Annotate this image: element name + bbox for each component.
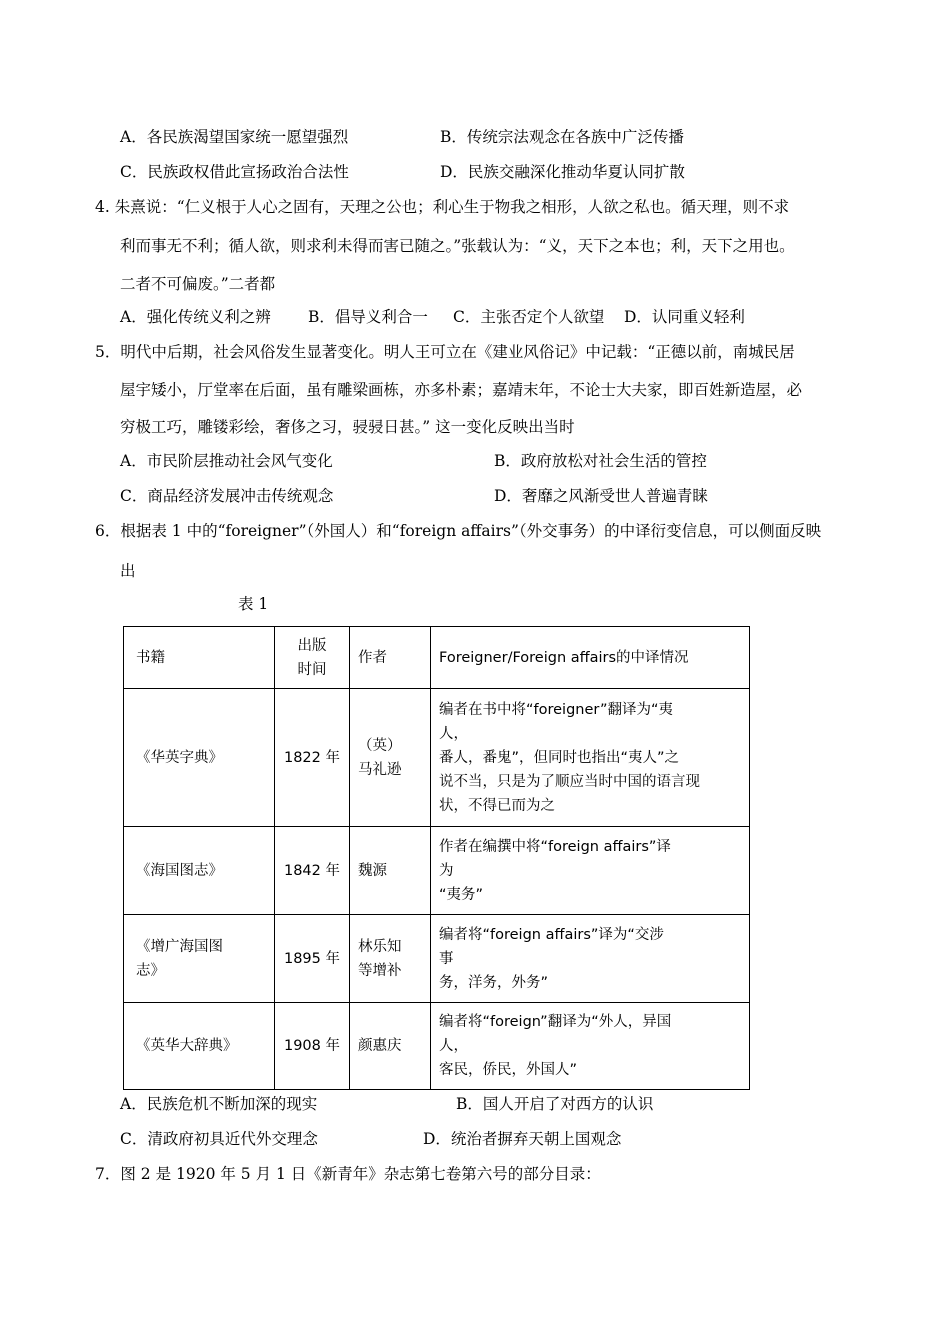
table-caption: 表 1 — [238, 595, 269, 613]
q5-option-d: D．奢靡之风渐受世人普遍青睐 — [494, 487, 708, 505]
q5-option-a: A．市民阶层推动社会风气变化 — [120, 452, 333, 470]
cell-author: 颜惠庆 — [350, 1003, 431, 1090]
header-author: 作者 — [350, 627, 431, 689]
header-book: 书籍 — [124, 627, 275, 689]
q4-stem-line-1: 4. 朱熹说：“仁义根于人心之固有，天理之公也；利心生于物我之相形，人欲之私也。循天理，则不求 — [95, 198, 790, 216]
header-year: 出版 时间 — [275, 627, 350, 689]
table-row — [124, 689, 750, 827]
q5-stem-line-3: 穷极工巧，雕镂彩绘，奢侈之习，骎骎日甚。” 这一变化反映出当时 — [120, 418, 575, 436]
q4-stem-line-3: 二者不可偏废。”二者都 — [120, 275, 276, 293]
cell-book: 《华英字典》 — [124, 689, 275, 827]
q3-option-a: A．各民族渴望国家统一愿望强烈 — [120, 128, 349, 146]
q4-stem-line-2: 利而事无不利；循人欲，则求利未得而害已随之。”张载认为：“义，天下之本也；利，天下之用也。 — [120, 237, 795, 255]
q6-stem-line-2: 出 — [120, 562, 136, 580]
cell-book: 《增广海国图 志》 — [124, 915, 275, 1003]
cell-author: 林乐知 等增补 — [350, 915, 431, 1003]
q4-option-c: C．主张否定个人欲望 — [453, 308, 605, 326]
cell-year: 1908 年 — [275, 1003, 350, 1090]
q6-option-b: B．国人开启了对西方的认识 — [456, 1095, 654, 1113]
cell-author: 魏源 — [350, 827, 431, 915]
cell-year: 1895 年 — [275, 915, 350, 1003]
q5-option-b: B．政府放松对社会生活的管控 — [494, 452, 707, 470]
cell-author: （英） 马礼逊 — [350, 689, 431, 827]
q6-option-c: C．清政府初具近代外交理念 — [120, 1130, 318, 1148]
q3-option-c: C．民族政权借此宣扬政治合法性 — [120, 163, 349, 181]
table-header-row — [124, 627, 750, 689]
q5-stem-line-1: 5．明代中后期，社会风俗发生显著变化。明人王可立在《建业风俗记》中记载：“正德以前，南城民居 — [95, 343, 795, 361]
cell-book: 《英华大辞典》 — [124, 1003, 275, 1090]
q4-option-a: A．强化传统义利之辨 — [120, 308, 271, 326]
cell-year: 1822 年 — [275, 689, 350, 827]
table-row — [124, 827, 750, 915]
q5-stem-line-2: 屋宇矮小，厅堂率在后面，虽有雕梁画栋，亦多朴素；嘉靖末年，不论士大夫家，即百姓新造屋，必 — [120, 381, 803, 399]
header-translation: Foreigner/Foreign affairs的中译情况 — [431, 627, 750, 689]
q6-option-a: A．民族危机不断加深的现实 — [120, 1095, 318, 1113]
translation-table — [123, 626, 750, 1090]
q4-option-b: B．倡导义利合一 — [308, 308, 428, 326]
cell-translation: 作者在编撰中将“foreign affairs”译 为 “夷务” — [431, 827, 750, 915]
q5-option-c: C．商品经济发展冲击传统观念 — [120, 487, 334, 505]
table-row — [124, 915, 750, 1003]
cell-translation: 编者将“foreign”翻译为“外人，异国 人， 客民，侨民，外国人” — [431, 1003, 750, 1090]
cell-translation: 编者将“foreign affairs”译为“交涉 事 务，洋务，外务” — [431, 915, 750, 1003]
q3-option-d: D．民族交融深化推动华夏认同扩散 — [440, 163, 685, 181]
q6-stem-line-1: 6．根据表 1 中的“foreigner”（外国人）和“foreign affairs”（外交事务）的中译衍变信息，可以侧面反映 — [95, 522, 822, 540]
table-row — [124, 1003, 750, 1090]
q4-option-d: D．认同重义轻利 — [624, 308, 745, 326]
cell-book: 《海国图志》 — [124, 827, 275, 915]
q3-option-b: B．传统宗法观念在各族中广泛传播 — [440, 128, 684, 146]
q6-option-d: D．统治者摒弃天朝上国观念 — [423, 1130, 622, 1148]
cell-translation: 编者在书中将“foreigner”翻译为“夷 人， 番人，番鬼”，但同时也指出“夷人”之 说不当，只是为了顺应当时中国的语言现 状，不得已而为之 — [431, 689, 750, 827]
q7-stem-line-1: 7．图 2 是 1920 年 5 月 1 日《新青年》杂志第七卷第六号的部分目录： — [95, 1165, 601, 1183]
cell-year: 1842 年 — [275, 827, 350, 915]
